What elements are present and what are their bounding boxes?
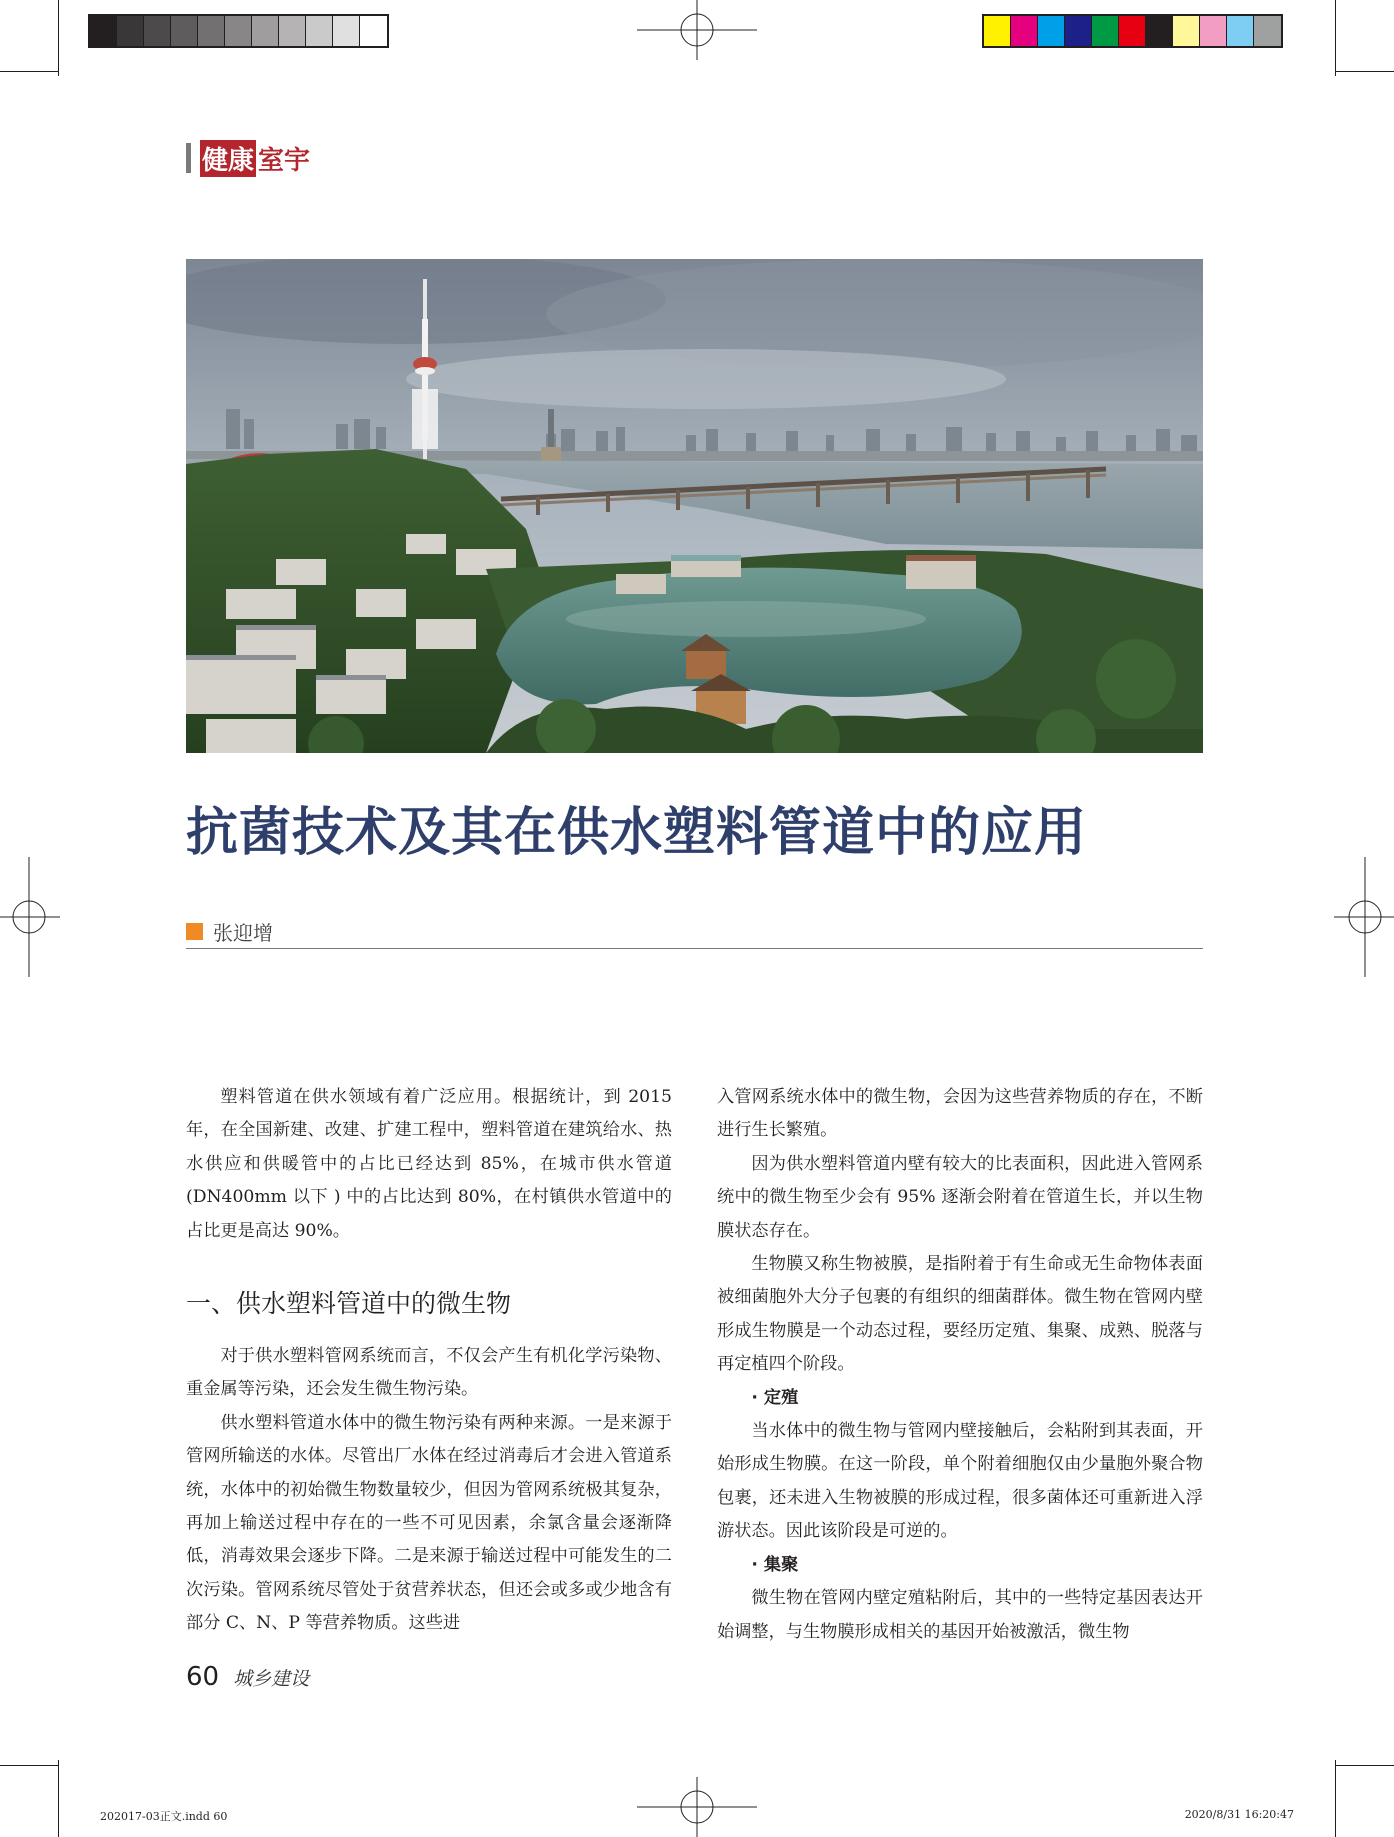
stage-heading: · 集聚 (751, 1554, 799, 1575)
paragraph: 塑料管道在供水领域有着广泛应用。根据统计，到 2015 年，在全国新建、改建、扩建工程中，塑料管道在建筑给水、热水供应和供暖管中的占比已经达到 85%，在城市供水管道 (DN400mm 以下 ) 中的占比达到 80%，在村镇供水管道中的占比更是高达 90%。 (186, 1087, 672, 1241)
section-tag (186, 142, 310, 174)
color-swatch (279, 16, 306, 46)
color-swatch (198, 16, 225, 46)
color-swatch (90, 16, 117, 46)
cityscape-photo (186, 259, 1203, 753)
page-folio (186, 1662, 309, 1692)
body-column-left (186, 1081, 672, 1641)
color-swatch (252, 16, 279, 46)
color-swatch (1119, 16, 1146, 46)
paragraph: 因为供水塑料管道内壁有较大的比表面积，因此进入管网系统中的微生物至少会有 95% 逐渐会附着在管道生长，并以生物膜状态存在。 (717, 1153, 1203, 1241)
color-swatch (1038, 16, 1065, 46)
color-swatch (333, 16, 360, 46)
color-swatch (1065, 16, 1092, 46)
section-tag-bar (186, 143, 191, 173)
crop-mark (1335, 0, 1336, 76)
paragraph: 微生物在管网内壁定殖粘附后，其中的一些特定基因表达开始调整，与生物膜形成相关的基因开始被激活，微生物 (717, 1588, 1203, 1642)
color-bar (982, 14, 1283, 48)
color-swatch (1173, 16, 1200, 46)
slug-file: 202017-03正文.indd 60 (100, 1810, 228, 1823)
crop-mark (58, 0, 59, 76)
paragraph: 供水塑料管道水体中的微生物污染有两种来源。一是来源于管网所输送的水体。尽管出厂水体在经过消毒后才会进入管道系统，水体中的初始微生物数量较少，但因为管网系统极其复杂，再加上输送过程中存在的一些不可见因素，余氯含量会逐渐降低，消毒效果会逐步下降。二是来源于输送过程中可能发生的二次污染。管网系统尽管处于贫营养状态，但还会或多或少地含有部分 C、N、P 等营养物质。这些进 (186, 1412, 672, 1634)
byline (186, 917, 273, 946)
crop-mark (1336, 71, 1394, 72)
article-title: 抗菌技术及其在供水塑料管道中的应用 (186, 803, 1088, 863)
color-swatch (1011, 16, 1038, 46)
color-swatch (1227, 16, 1254, 46)
color-swatch (144, 16, 171, 46)
section-heading: 一、供水塑料管道中的微生物 (186, 1289, 512, 1319)
paragraph: 当水体中的微生物与管网内壁接触后，会粘附到其表面，开始形成生物膜。在这一阶段，单个附着细胞仅由少量胞外聚合物包裹，还未进入生物被膜的形成过程，很多菌体还可重新进入浮游状态。因此该阶段是可逆的。 (717, 1421, 1203, 1542)
crop-mark (0, 71, 58, 72)
stage-heading: · 定殖 (751, 1387, 799, 1408)
crop-mark (1335, 1760, 1336, 1837)
color-swatch (1092, 16, 1119, 46)
color-swatch (360, 16, 387, 46)
color-swatch (306, 16, 333, 46)
section-tag-highlight: 健康 (200, 140, 256, 177)
byline-square-icon (186, 923, 203, 940)
color-swatch (984, 16, 1011, 46)
color-swatch (117, 16, 144, 46)
grayscale-bar (88, 14, 389, 48)
color-swatch (1146, 16, 1173, 46)
paragraph: 对于供水塑料管网系统而言，不仅会产生有机化学污染物、重金属等污染，还会发生微生物污染。 (186, 1346, 672, 1400)
crop-mark (58, 1760, 59, 1837)
registration-mark-right (1334, 857, 1394, 977)
crop-mark (0, 1765, 58, 1766)
section-tag-rest: 室宇 (258, 145, 311, 176)
color-swatch (171, 16, 198, 46)
body-column-right (717, 1081, 1203, 1649)
color-swatch (1200, 16, 1227, 46)
author-name: 张迎增 (213, 921, 273, 945)
registration-mark-left (0, 857, 60, 977)
registration-mark-bottom (637, 1777, 757, 1837)
crop-mark (1336, 1765, 1394, 1766)
registration-mark-top (637, 0, 757, 60)
title-rule (186, 948, 1203, 949)
color-swatch (225, 16, 252, 46)
paragraph: 入管网系统水体中的微生物，会因为这些营养物质的存在，不断进行生长繁殖。 (717, 1087, 1203, 1141)
page-number: 60 (186, 1662, 220, 1692)
color-swatch (1254, 16, 1281, 46)
paragraph: 生物膜又称生物被膜，是指附着于有生命或无生命物体表面被细菌胞外大分子包裹的有组织的细菌群体。微生物在管网内壁形成生物膜是一个动态过程，要经历定殖、集聚、成熟、脱落与再定植四个阶段。 (717, 1254, 1203, 1375)
magazine-name: 城乡建设 (233, 1668, 310, 1690)
slug-timestamp: 2020/8/31 16:20:47 (1184, 1808, 1294, 1821)
